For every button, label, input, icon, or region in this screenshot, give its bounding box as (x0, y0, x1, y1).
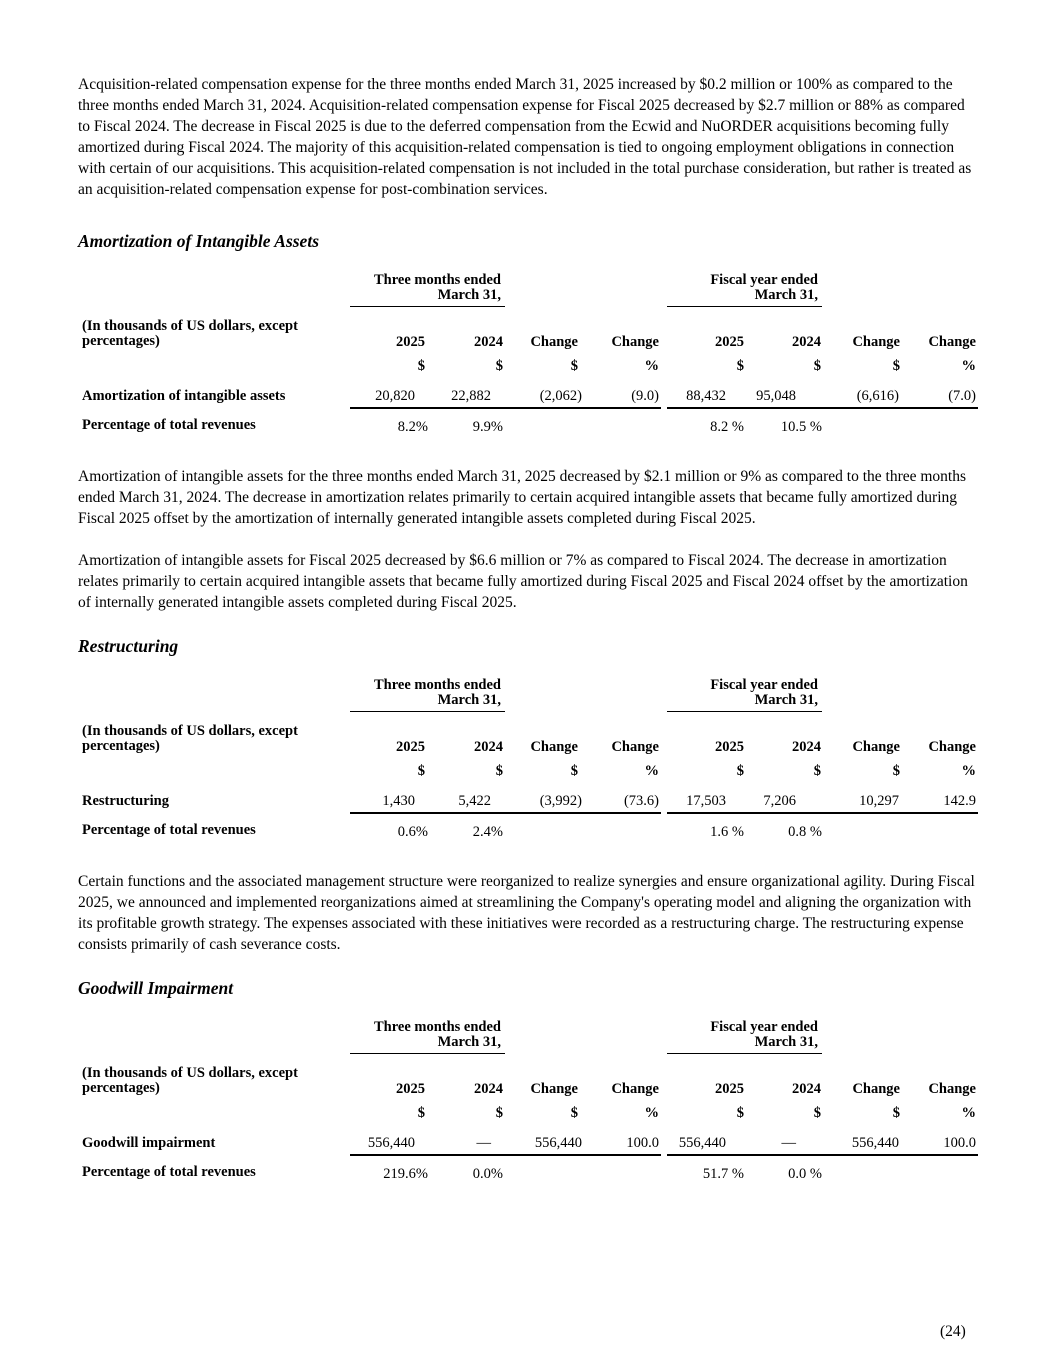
column-header: Change (852, 739, 900, 755)
column-unit: $ (495, 763, 503, 779)
percentage-row-value: 8.2 % (710, 419, 744, 435)
column-header: 2024 (474, 334, 503, 350)
data-row-value: 22,882 (451, 388, 491, 404)
group-header-fiscal-year: Fiscal year ended (710, 1019, 818, 1035)
column-header: 2024 (474, 1081, 503, 1097)
percentage-row-label: Percentage of total revenues (82, 822, 256, 838)
column-unit: % (644, 1105, 659, 1121)
column-header: 2025 (715, 334, 744, 350)
percentage-row-value: 0.0 % (788, 1166, 822, 1182)
column-unit: $ (417, 358, 425, 374)
percentage-row-value: 10.5 % (780, 419, 822, 435)
group-header-three-months: Three months ended (373, 677, 501, 693)
percentage-row-value: 8.2% (397, 419, 428, 435)
column-unit: % (644, 763, 659, 779)
data-row-value: 7,206 (763, 793, 796, 809)
restructuring-table (78, 677, 978, 857)
data-row-value: — (476, 1135, 491, 1151)
column-unit: $ (892, 1105, 900, 1121)
section-heading-amortization: Amortization of Intangible Assets (78, 231, 320, 251)
section-heading-goodwill: Goodwill Impairment (78, 978, 234, 998)
percentage-row-value: 0.8 % (788, 824, 822, 840)
column-unit: $ (892, 358, 900, 374)
data-row-value: (9.0) (631, 388, 659, 404)
percentage-row-value: 51.7 % (702, 1166, 744, 1182)
data-row-value: 1,430 (382, 793, 415, 809)
data-row-value: 556,440 (851, 1135, 899, 1151)
data-row-value: (7.0) (948, 388, 976, 404)
group-underline-fiscal-year (667, 1053, 822, 1054)
data-row-underline-left (350, 812, 661, 814)
column-unit: $ (892, 763, 900, 779)
column-header: Change (611, 1081, 659, 1097)
column-header: Change (928, 739, 976, 755)
column-header: Change (530, 1081, 578, 1097)
page-number: (24) (940, 1323, 966, 1340)
group-header-fiscal-year: Fiscal year ended (710, 677, 818, 693)
column-unit: $ (495, 1105, 503, 1121)
row-header-line-2: percentages) (82, 738, 160, 754)
percentage-row-label: Percentage of total revenues (82, 1164, 256, 1180)
data-row-value: 95,048 (756, 388, 796, 404)
row-header-line-2: percentages) (82, 333, 160, 349)
column-header: Change (852, 1081, 900, 1097)
data-row-value: 5,422 (458, 793, 491, 809)
data-row-value: 556,440 (367, 1135, 415, 1151)
group-header-three-months: Three months ended (373, 272, 501, 288)
data-row-value: (6,616) (856, 388, 899, 404)
data-row-label: Amortization of intangible assets (82, 388, 286, 404)
column-unit: $ (570, 358, 578, 374)
amortization-table (78, 272, 978, 452)
data-row-value: 142.9 (943, 793, 976, 809)
column-unit: % (961, 763, 976, 779)
column-unit: $ (813, 358, 821, 374)
group-underline-fiscal-year (667, 711, 822, 712)
column-header: 2025 (396, 739, 425, 755)
document-page (78, 74, 978, 1199)
group-header-three-months-date: March 31, (437, 1034, 501, 1050)
restructuring-paragraph: Certain functions and the associated management structure were reorganized to realize synergies and ensure organizational agility. During Fiscal 2025, we announced and implemented reorganizations aimed at streamlining the Company's operating model and aligning the organization with its profitable growth strategy. The expenses associated with these initiatives were recorded as a restructuring charge. The restructuring expense consists primarily of cash severance costs. (78, 873, 975, 953)
column-unit: $ (736, 763, 744, 779)
section-heading-restructuring: Restructuring (78, 636, 179, 656)
data-row-value: 88,432 (686, 388, 726, 404)
group-header-three-months-date: March 31, (437, 287, 501, 303)
group-underline-three-months (350, 306, 505, 307)
data-row-value: (73.6) (623, 793, 659, 809)
group-underline-fiscal-year (667, 306, 822, 307)
data-row-value: 556,440 (534, 1135, 582, 1151)
column-unit: $ (417, 1105, 425, 1121)
column-unit: $ (813, 763, 821, 779)
goodwill-table (78, 1019, 978, 1199)
amortization-paragraph-2: Amortization of intangible assets for Fiscal 2025 decreased by $6.6 million or 7% as compared to Fiscal 2024. The decrease in amortization relates primarily to certain acquired intangible assets that became fully amortized during Fiscal 2025 and Fiscal 2024 offset by the amortization of internally generated intangible assets completed during Fiscal 2025. (78, 552, 968, 611)
data-row-value: — (781, 1135, 796, 1151)
group-header-fiscal-year-date: March 31, (754, 692, 818, 708)
group-header-fiscal-year: Fiscal year ended (710, 272, 818, 288)
column-header: Change (611, 334, 659, 350)
data-row-value: 10,297 (859, 793, 899, 809)
column-header: 2024 (792, 739, 821, 755)
row-header-line-2: percentages) (82, 1080, 160, 1096)
percentage-row-value: 2.4% (472, 824, 503, 840)
group-underline-three-months (350, 711, 505, 712)
column-unit: $ (417, 763, 425, 779)
group-header-three-months: Three months ended (373, 1019, 501, 1035)
data-row-value: 100.0 (943, 1135, 976, 1151)
group-underline-three-months (350, 1053, 505, 1054)
data-row-underline-right (667, 407, 978, 409)
column-header: Change (530, 334, 578, 350)
intro-paragraph: Acquisition-related compensation expense for the three months ended March 31, 2025 increased by $0.2 million or 100% as compared to the three months ended March 31, 2024. Acquisition-related compensation expense for Fiscal 2025 decreased by $2.7 million or 88% as compared to Fiscal 2024. The decrease in Fiscal 2025 is due to the deferred compensation from the Ecwid and NuORDER acquisitions becoming fully amortized during Fiscal 2024. The majority of this acquisition-related compensation is tied to ongoing employment obligations in connection with certain of our acquisitions. This acquisition-related compensation is not included in the total purchase consideration, but rather is treated as an acquisition-related compensation expense for post-combination services. (78, 76, 972, 198)
data-row-underline-left (350, 1154, 661, 1156)
percentage-row-value: 0.6% (397, 824, 428, 840)
percentage-row-label: Percentage of total revenues (82, 417, 256, 433)
percentage-row-value: 0.0% (472, 1166, 503, 1182)
group-header-fiscal-year-date: March 31, (754, 1034, 818, 1050)
data-row-underline-right (667, 812, 978, 814)
data-row-label: Restructuring (82, 793, 169, 809)
column-header: 2025 (715, 1081, 744, 1097)
row-header-line-1: (In thousands of US dollars, except (82, 318, 298, 334)
percentage-row-value: 219.6% (383, 1166, 428, 1182)
data-row-label: Goodwill impairment (82, 1135, 216, 1151)
data-row-value: 20,820 (375, 388, 415, 404)
column-unit: $ (570, 763, 578, 779)
column-header: Change (928, 1081, 976, 1097)
column-unit: $ (570, 1105, 578, 1121)
column-unit: % (961, 1105, 976, 1121)
data-row-value: 100.0 (626, 1135, 659, 1151)
column-header: 2025 (715, 739, 744, 755)
column-header: 2025 (396, 334, 425, 350)
column-header: 2024 (792, 334, 821, 350)
column-header: 2024 (474, 739, 503, 755)
percentage-row-value: 1.6 % (710, 824, 744, 840)
column-header: 2024 (792, 1081, 821, 1097)
group-header-fiscal-year-date: March 31, (754, 287, 818, 303)
data-row-value: (2,062) (539, 388, 582, 404)
column-unit: $ (736, 358, 744, 374)
column-unit: % (961, 358, 976, 374)
row-header-line-1: (In thousands of US dollars, except (82, 723, 298, 739)
data-row-value: 556,440 (678, 1135, 726, 1151)
data-row-value: (3,992) (539, 793, 582, 809)
percentage-row-value: 9.9% (472, 419, 503, 435)
column-unit: $ (495, 358, 503, 374)
amortization-paragraph-1: Amortization of intangible assets for the three months ended March 31, 2025 decreased by $2.1 million or 9% as compared to the three months ended March 31, 2024. The decrease in amortization relates primarily to certain acquired intangible assets that became fully amortized during Fiscal 2025 offset by the amortization of internally generated intangible assets completed during Fiscal 2025. (78, 468, 967, 527)
column-unit: $ (813, 1105, 821, 1121)
column-header: Change (852, 334, 900, 350)
data-row-value: 17,503 (686, 793, 726, 809)
column-unit: $ (736, 1105, 744, 1121)
data-row-underline-right (667, 1154, 978, 1156)
group-header-three-months-date: March 31, (437, 692, 501, 708)
column-header: Change (928, 334, 976, 350)
column-unit: % (644, 358, 659, 374)
data-row-underline-left (350, 407, 661, 409)
column-header: Change (611, 739, 659, 755)
column-header: Change (530, 739, 578, 755)
row-header-line-1: (In thousands of US dollars, except (82, 1065, 298, 1081)
column-header: 2025 (396, 1081, 425, 1097)
